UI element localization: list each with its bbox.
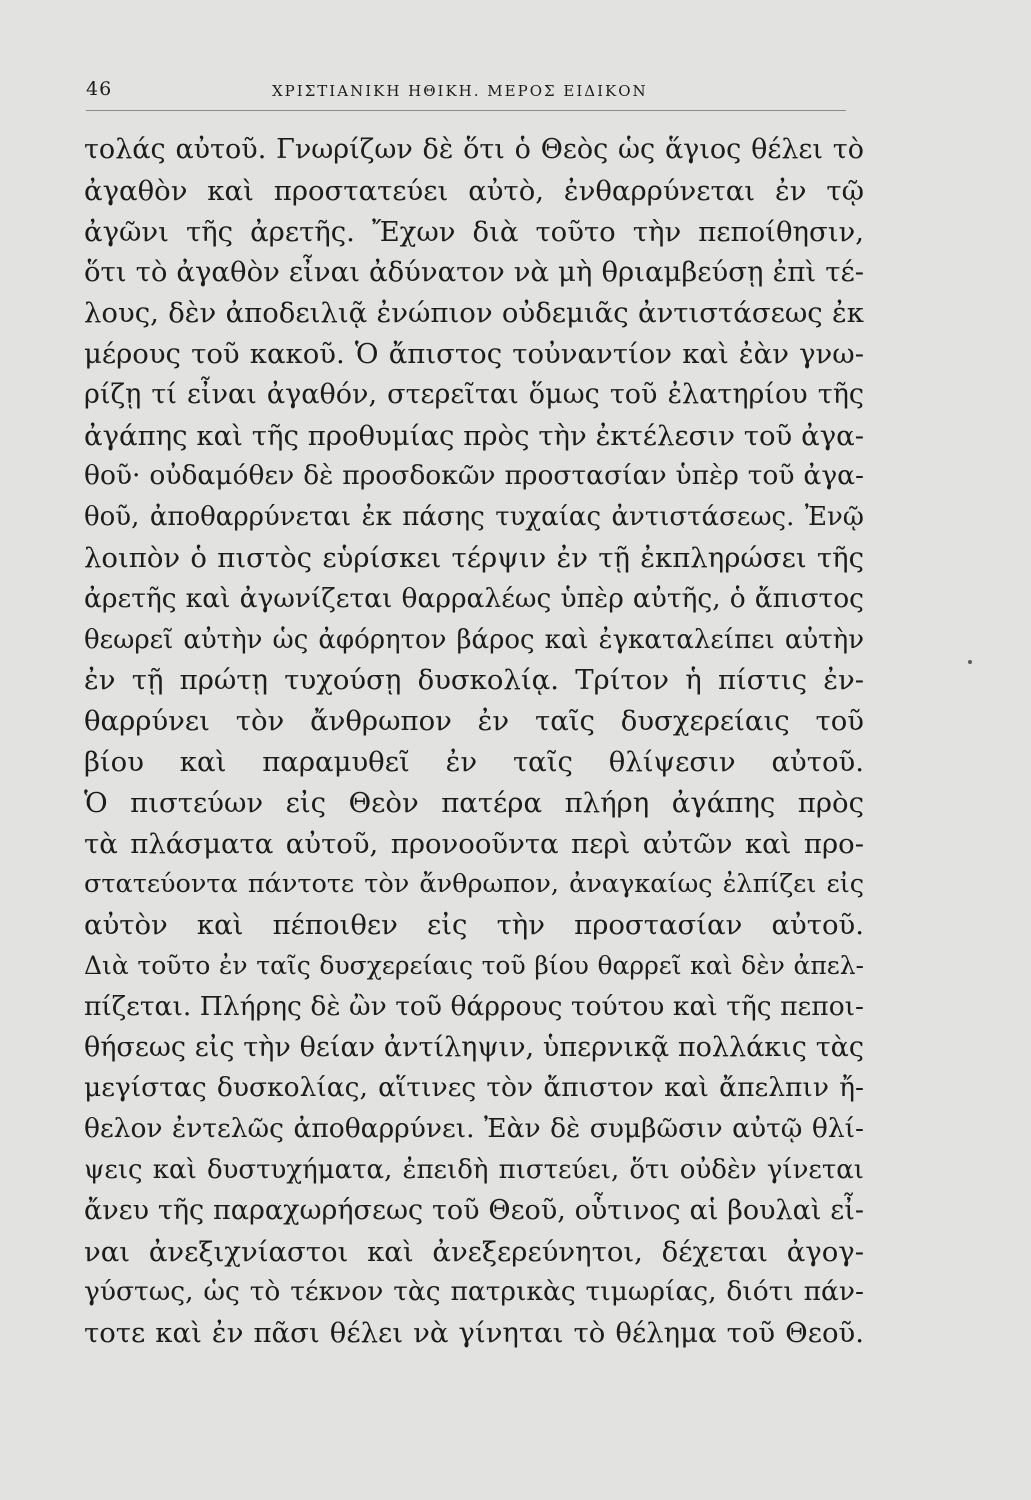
margin-speck xyxy=(968,660,972,664)
text-line: μεγίστας δυσκολίας, αἵτινες τὸν ἄπιστον καὶ ἄπελπιν ἤ- xyxy=(84,1072,864,1104)
text-line: θαρρύνει τὸν ἄνθρωπον ἐν ταῖς δυσχερείαις τοῦ xyxy=(84,705,864,738)
text-line: πίζεται. Πλήρης δὲ ὢν τοῦ θάρρους τούτου καὶ τῆς πεποι- xyxy=(84,990,864,1022)
text-line: γύστως, ὡς τὸ τέκνον τὰς πατρικὰς τιμωρίας, διότι πάν- xyxy=(84,1276,864,1308)
running-head: ΧΡΙΣΤΙΑΝΙΚΗ ΗΘΙΚΗ. ΜΕΡΟΣ ΕΙΔΙΚΟΝ xyxy=(272,82,648,100)
text-line: θήσεως εἰς τὴν θείαν ἀντίληψιν, ὑπερνικᾷ πολλάκις τὰς xyxy=(84,1031,864,1063)
text-line: αὐτὸν καὶ πέποιθεν εἰς τὴν προστασίαν αὐτοῦ. xyxy=(84,909,864,942)
text-line: μέρους τοῦ κακοῦ. Ὁ ἄπιστος τοὐναντίον καὶ ἐὰν γνω- xyxy=(84,337,864,370)
text-line: βίου καὶ παραμυθεῖ ἐν ταῖς θλίψεσιν αὐτοῦ. xyxy=(84,745,864,778)
text-line: θελον ἐντελῶς ἀποθαρρύνει. Ἐὰν δὲ συμβῶσιν αὐτῷ θλί- xyxy=(84,1113,864,1145)
text-line: Διὰ τοῦτο ἐν ταῖς δυσχερείαις τοῦ βίου θαρρεῖ καὶ δὲν ἀπελ- xyxy=(84,950,864,980)
text-line: ἀρετῆς καὶ ἀγωνίζεται θαρραλέως ὑπὲρ αὐτῆς, ὁ ἄπιστος xyxy=(84,582,864,614)
text-line: θοῦ, ἀποθαρρύνεται ἐκ πάσης τυχαίας ἀντιστάσεως. Ἐνῷ xyxy=(84,502,864,533)
text-line: τοτε καὶ ἐν πᾶσι θέλει νὰ γίνηται τὸ θέλημα τοῦ Θεοῦ. xyxy=(84,1317,864,1350)
header-rule xyxy=(86,110,846,111)
text-line: λοιπὸν ὁ πιστὸς εὑρίσκει τέρψιν ἐν τῇ ἐκπληρώσει τῆς xyxy=(84,541,864,574)
text-line: λους, δὲν ἀποδειλιᾷ ἐνώπιον οὐδεμιᾶς ἀντιστάσεως ἐκ xyxy=(84,297,864,330)
text-line: ὅτι τὸ ἀγαθὸν εἶναι ἀδύνατον νὰ μὴ θριαμβεύσῃ ἐπὶ τέ- xyxy=(84,256,864,289)
text-line: ναι ἀνεξιχνίαστοι καὶ ἀνεξερεύνητοι, δέχεται ἀγογ- xyxy=(84,1235,864,1268)
text-line: τὰ πλάσματα αὐτοῦ, προνοοῦντα περὶ αὐτῶν καὶ προ- xyxy=(84,827,864,860)
text-line: ψεις καὶ δυστυχήματα, ἐπειδὴ πιστεύει, ὅτι οὐδὲν γίνεται xyxy=(84,1154,864,1185)
text-line: ρίζῃ τί εἶναι ἀγαθόν, στερεῖται ὅμως τοῦ ἐλατηρίου τῆς xyxy=(84,378,864,410)
text-line: θεωρεῖ αὐτὴν ὡς ἀφόρητον βάρος καὶ ἐγκαταλείπει αὐτὴν xyxy=(84,624,864,655)
text-line: ἄνευ τῆς παραχωρήσεως τοῦ Θεοῦ, οὗτινος αἱ βουλαὶ εἶ- xyxy=(84,1194,864,1226)
text-line: ἀγάπης καὶ τῆς προθυμίας πρὸς τὴν ἐκτέλεσιν τοῦ ἀγα- xyxy=(84,419,864,452)
page-header xyxy=(86,78,846,110)
text-line: ἀγαθὸν καὶ προστατεύει αὐτὸ, ἐνθαρρύνεται ἐν τῷ xyxy=(84,174,864,207)
text-line: ἀγῶνι τῆς ἀρετῆς. Ἔχων διὰ τοῦτο τὴν πεποίθησιν, xyxy=(84,215,864,248)
body-text xyxy=(84,130,864,1354)
text-line: Ὁ πιστεύων εἰς Θεὸν πατέρα πλήρη ἀγάπης πρὸς xyxy=(84,786,864,819)
text-line: ἐν τῇ πρώτῃ τυχούσῃ δυσκολίᾳ. Τρίτον ἡ πίστις ἐν- xyxy=(84,664,864,697)
text-line: στατεύοντα πάντοτε τὸν ἄνθρωπον, ἀναγκαίως ἐλπίζει εἰς xyxy=(84,869,864,900)
text-line: τολάς αὐτοῦ. Γνωρίζων δὲ ὅτι ὁ Θεὸς ὡς ἅγιος θέλει τὸ xyxy=(84,134,864,165)
text-line: θοῦ· οὐδαμόθεν δὲ προσδοκῶν προστασίαν ὑπὲρ τοῦ ἀγα- xyxy=(84,460,864,492)
page-number: 46 xyxy=(86,78,113,100)
